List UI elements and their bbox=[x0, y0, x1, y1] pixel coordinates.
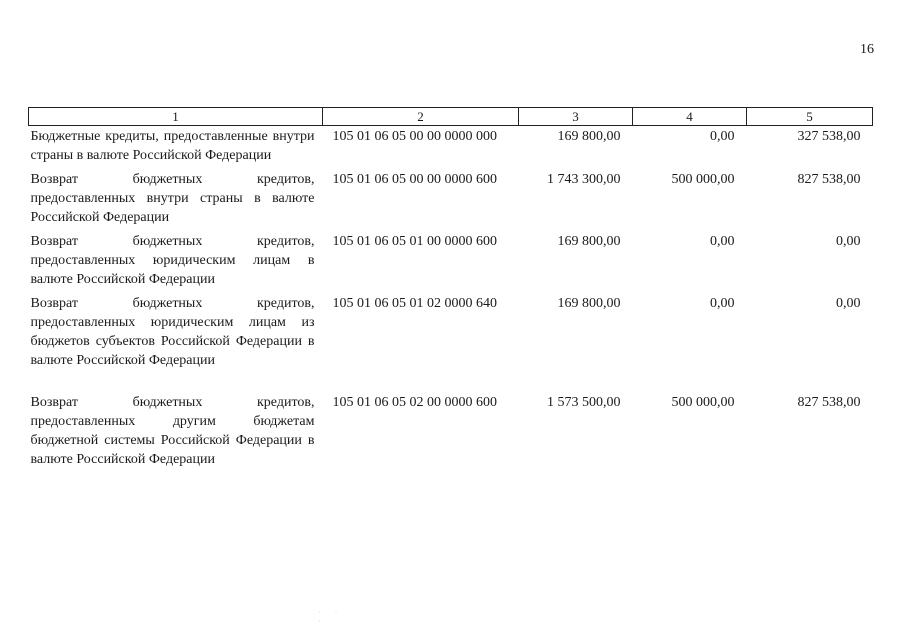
column-header-4: 4 bbox=[633, 108, 747, 126]
table-row bbox=[29, 126, 873, 169]
table-row bbox=[29, 292, 873, 373]
row-amount-col5: 0,00 bbox=[836, 296, 861, 311]
table-row bbox=[29, 230, 873, 292]
row-amount-col3: 1 573 500,00 bbox=[547, 395, 621, 410]
row-amount-col3: 169 800,00 bbox=[557, 234, 621, 249]
table-row bbox=[29, 373, 873, 472]
table-header bbox=[29, 108, 873, 126]
column-header-3: 3 bbox=[519, 108, 633, 126]
row-description: Возврат бюджетных кредитов, предоставленных юридическим лицам в валюте Российской Федерации bbox=[30, 234, 315, 287]
table-body bbox=[29, 126, 873, 473]
table-row bbox=[29, 168, 873, 230]
row-description: Возврат бюджетных кредитов, предоставленных юридическим лицам из бюджетов субъектов Российской Федерации в валюте Российской Федерации bbox=[30, 296, 315, 368]
row-amount-col5: 827 538,00 bbox=[797, 395, 861, 410]
row-amount-col4: 500 000,00 bbox=[671, 172, 735, 187]
column-header-2: 2 bbox=[323, 108, 519, 126]
row-description: Возврат бюджетных кредитов, предоставленных внутри страны в валюте Российской Федерации bbox=[30, 172, 315, 225]
scan-artifact: · · · bbox=[318, 608, 344, 626]
row-amount-col3: 169 800,00 bbox=[557, 129, 621, 144]
page-number: 16 bbox=[860, 42, 874, 57]
row-budget-code: 105 01 06 05 01 00 0000 600 bbox=[332, 234, 497, 249]
column-header-5: 5 bbox=[747, 108, 873, 126]
row-amount-col5: 327 538,00 bbox=[797, 129, 861, 144]
row-amount-col4: 500 000,00 bbox=[671, 395, 735, 410]
row-budget-code: 105 01 06 05 02 00 0000 600 bbox=[332, 395, 497, 410]
budget-credits-table bbox=[28, 107, 873, 472]
row-description: Возврат бюджетных кредитов, предоставленных другим бюджетам бюджетной системы Российской Федерации в валюте Российской Федерации bbox=[30, 395, 315, 467]
row-budget-code: 105 01 06 05 00 00 0000 600 bbox=[332, 172, 497, 187]
row-budget-code: 105 01 06 05 01 02 0000 640 bbox=[332, 296, 497, 311]
row-amount-col4: 0,00 bbox=[710, 129, 735, 144]
row-description: Бюджетные кредиты, предоставленные внутри страны в валюте Российской Федерации bbox=[30, 129, 315, 163]
row-budget-code: 105 01 06 05 00 00 0000 000 bbox=[332, 129, 497, 144]
row-amount-col5: 827 538,00 bbox=[797, 172, 861, 187]
header-row bbox=[29, 108, 873, 126]
row-amount-col3: 1 743 300,00 bbox=[547, 172, 621, 187]
column-header-1: 1 bbox=[29, 108, 323, 126]
row-amount-col5: 0,00 bbox=[836, 234, 861, 249]
row-amount-col4: 0,00 bbox=[710, 296, 735, 311]
row-amount-col3: 169 800,00 bbox=[557, 296, 621, 311]
row-amount-col4: 0,00 bbox=[710, 234, 735, 249]
